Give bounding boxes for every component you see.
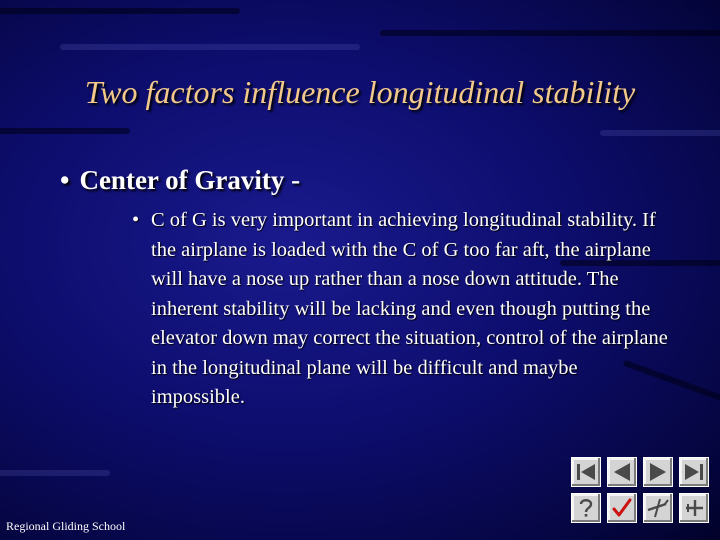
check-button[interactable] (607, 493, 637, 523)
background-streak (60, 44, 360, 50)
bullet-marker: • (60, 165, 70, 195)
footer-text: Regional Gliding School (6, 519, 126, 533)
bullet-center-of-gravity (60, 165, 300, 196)
airplane-button[interactable] (679, 493, 709, 523)
question-mark-icon (572, 494, 600, 522)
first-slide-button[interactable] (571, 457, 601, 487)
background-streak (380, 30, 720, 36)
airplane-icon (680, 494, 708, 522)
sub-bullet (132, 206, 672, 413)
bullet-text: Center of Gravity - (79, 165, 301, 195)
next-slide-button[interactable] (643, 457, 673, 487)
background-streak (0, 128, 130, 134)
last-slide-button[interactable] (679, 457, 709, 487)
glider-button[interactable] (643, 493, 673, 523)
previous-slide-button[interactable] (607, 457, 637, 487)
background-streak (600, 130, 720, 136)
slide-title: Two factors influence longitudinal stability (84, 74, 636, 110)
last-slide-icon (680, 458, 708, 486)
previous-slide-icon (608, 458, 636, 486)
help-button[interactable] (571, 493, 601, 523)
glider-icon (644, 494, 672, 522)
next-slide-icon (644, 458, 672, 486)
sub-bullet-marker: • (132, 209, 140, 231)
check-mark-icon (608, 494, 636, 522)
sub-bullet-text: C of G is very important in achieving longitudinal stability. If the airplane is loaded with the C of G too far aft, the airplane will have a nose up rather than a nose down attitude. The inherent stability will be lacking and even though putting the elevator down may correct the situation, control of the airplane in the longitudinal plane will be difficult and maybe impossible. (151, 209, 668, 408)
background-streak (0, 8, 240, 14)
first-slide-icon (572, 458, 600, 486)
background-streak (0, 470, 110, 476)
